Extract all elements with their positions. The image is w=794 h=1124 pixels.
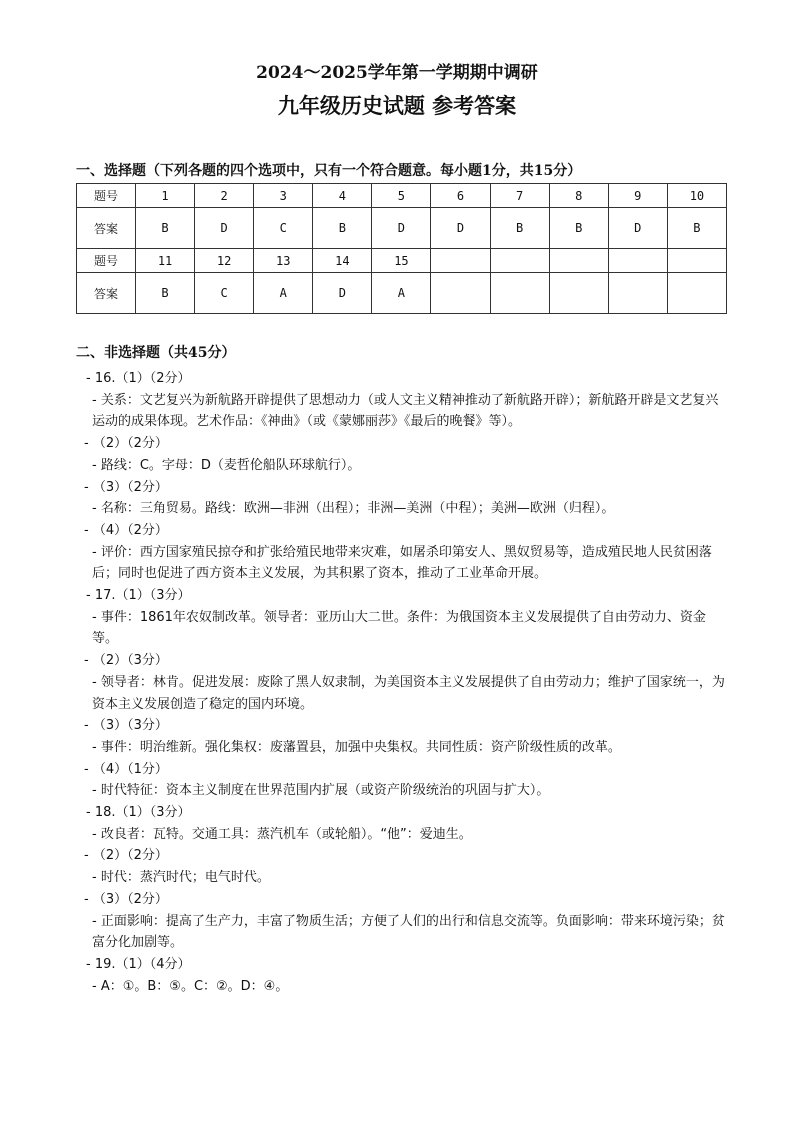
a-cell: B <box>549 208 608 249</box>
answer-line: - 路线：C。字母：D（麦哲伦船队环球航行）。 <box>92 457 361 473</box>
answer-line: - 正面影响：提高了生产力，丰富了物质生活；方便了人们的出行和信息交流等。负面影响：带来环境污染；贫富分化加剧等。 <box>92 913 725 951</box>
row-label-question: 题号 <box>77 184 136 208</box>
answer-body <box>76 368 726 997</box>
a-cell <box>549 273 608 314</box>
q-cell <box>549 249 608 273</box>
q-cell: 5 <box>372 184 431 208</box>
a-cell: D <box>195 208 254 249</box>
q-cell: 12 <box>195 249 254 273</box>
question-line: - 18.（1）（3分） <box>86 805 191 821</box>
row-label-answer: 答案 <box>77 273 136 314</box>
sub-question-line: - （3）（2分） <box>84 891 168 907</box>
answer-line: - 名称：三角贸易。路线：欧洲—非洲（出程）；非洲—美洲（中程）；美洲—欧洲（归程）。 <box>92 501 615 517</box>
sub-question-line: - （3）（2分） <box>84 479 168 495</box>
answer-line: - A：①。B：⑤。C：②。D：④。 <box>92 978 289 994</box>
document-title: 2024～2025学年第一学期期中调研 <box>256 63 538 83</box>
a-cell: D <box>313 273 372 314</box>
a-cell: B <box>136 208 195 249</box>
section-2-heading: 二、非选择题（共45分） <box>76 345 236 361</box>
a-cell: C <box>195 273 254 314</box>
q-cell: 3 <box>254 184 313 208</box>
q-cell <box>490 249 549 273</box>
q-cell: 10 <box>667 184 726 208</box>
q-cell: 15 <box>372 249 431 273</box>
table-row-question-2 <box>77 249 727 273</box>
a-cell: B <box>667 208 726 249</box>
a-cell: A <box>372 273 431 314</box>
question-line: - 16.（1）（2分） <box>86 371 191 386</box>
a-cell: B <box>136 273 195 314</box>
answer-line: - 领导者：林肯。促进发展：废除了黑人奴隶制，为美国资本主义发展提供了自由劳动力；维护了国家统一，为资本主义发展创造了稳定的国内环境。 <box>92 674 725 712</box>
answer-line: - 事件：明治维新。强化集权：废藩置县，加强中央集权。共同性质：资产阶级性质的改革。 <box>92 739 621 755</box>
q-cell <box>431 249 490 273</box>
table-row-question-1 <box>77 184 727 208</box>
sub-question-line: - （2）（2分） <box>84 848 168 864</box>
row-label-question: 题号 <box>77 249 136 273</box>
a-cell: B <box>313 208 372 249</box>
sub-question-line: - （2）（2分） <box>84 436 168 452</box>
q-cell <box>608 249 667 273</box>
q-cell: 8 <box>549 184 608 208</box>
table-row-answer-1 <box>77 208 727 249</box>
document-subtitle: 九年级历史试题 参考答案 <box>277 93 517 118</box>
q-cell: 4 <box>313 184 372 208</box>
a-cell <box>431 273 490 314</box>
q-cell: 9 <box>608 184 667 208</box>
a-cell <box>667 273 726 314</box>
sub-question-line: - （4）（2分） <box>84 522 168 538</box>
answer-line: - 改良者：瓦特。交通工具：蒸汽机车（或轮船）。“他”：爱迪生。 <box>92 826 472 842</box>
a-cell: C <box>254 208 313 249</box>
q-cell: 7 <box>490 184 549 208</box>
a-cell: A <box>254 273 313 314</box>
sub-question-line: - （4）（1分） <box>84 761 168 777</box>
a-cell: D <box>608 208 667 249</box>
q-cell: 2 <box>195 184 254 208</box>
answer-line: - 关系：文艺复兴为新航路开辟提供了思想动力（或人文主义精神推动了新航路开辟）；新航路开辟是文艺复兴运动的成果体现。艺术作品：《神曲》（或《蒙娜丽莎》《最后的晚餐》等）。 <box>92 392 719 430</box>
answer-line: - 时代特征：资本主义制度在世界范围内扩展（或资产阶级统治的巩固与扩大）。 <box>92 783 550 799</box>
row-label-answer: 答案 <box>77 208 136 249</box>
sub-question-line: - （2）（3分） <box>84 653 168 669</box>
section-1-heading: 一、选择题（下列各题的四个选项中，只有一个符合题意。每小题1分，共15分） <box>76 163 582 179</box>
q-cell: 6 <box>431 184 490 208</box>
a-cell: D <box>431 208 490 249</box>
q-cell: 13 <box>254 249 313 273</box>
question-line: - 19.（1）（4分） <box>86 956 191 972</box>
q-cell: 1 <box>136 184 195 208</box>
q-cell: 14 <box>313 249 372 273</box>
q-cell <box>667 249 726 273</box>
q-cell: 11 <box>136 249 195 273</box>
a-cell <box>490 273 549 314</box>
a-cell <box>608 273 667 314</box>
answer-line: - 事件：1861年农奴制改革。领导者：亚历山大二世。条件：为俄国资本主义发展提供了自由劳动力、资金等。 <box>92 609 706 647</box>
question-line: - 17.（1）（3分） <box>86 588 191 604</box>
answer-line: - 时代：蒸汽时代；电气时代。 <box>92 870 270 886</box>
a-cell: B <box>490 208 549 249</box>
table-row-answer-2 <box>77 273 727 314</box>
sub-question-line: - （3）（3分） <box>84 718 168 734</box>
answer-table <box>76 183 727 314</box>
answer-line: - 评价：西方国家殖民掠夺和扩张给殖民地带来灾难，如屠杀印第安人、黑奴贸易等，造成殖民地人民贫困落后；同时也促进了西方资本主义发展，为其积累了资本，推动了工业革命开展。 <box>92 544 712 582</box>
a-cell: D <box>372 208 431 249</box>
